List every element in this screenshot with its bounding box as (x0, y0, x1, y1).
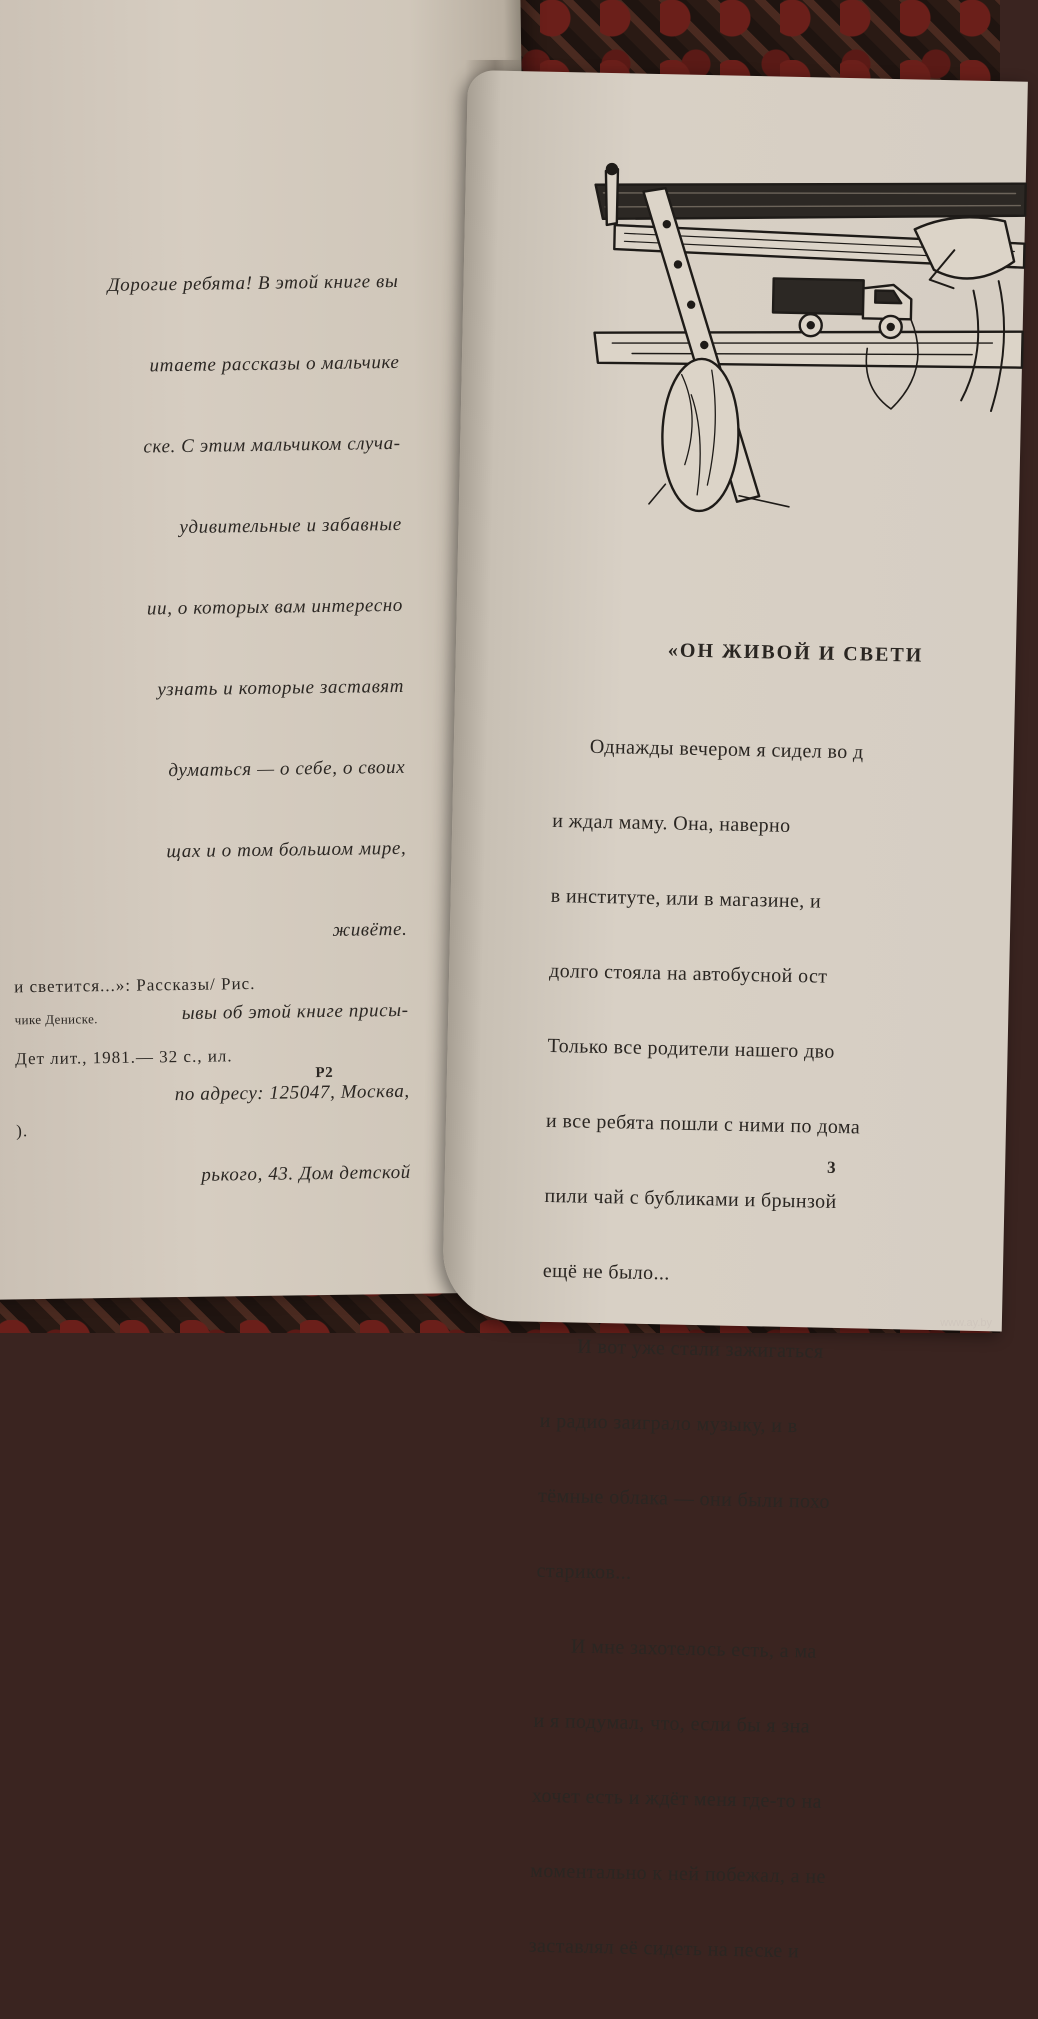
story-line: моментально к ней побежал, а не (530, 1859, 827, 1888)
page-number: 3 (826, 1157, 836, 1177)
story-line: стариков... (536, 1559, 632, 1584)
catalog-record (13, 924, 258, 1191)
intro-line: удивительные и забавные (179, 513, 402, 538)
intro-line: думаться — о себе, о своих (168, 756, 406, 782)
story-line: в институте, или в магазине, и (550, 884, 822, 913)
story-line: и я подумал, что, если бы я зна (533, 1709, 811, 1738)
intro-line: ске. С этим мальчиком случа- (143, 432, 401, 458)
story-line: и все ребята пошли с ними по дома (545, 1109, 861, 1139)
catalog-line: и светится...»: Рассказы/ Рис. (14, 973, 256, 997)
story-line: пили чай с бубликами и брынзой (544, 1184, 837, 1213)
intro-line: итаете рассказы о мальчике (149, 351, 400, 377)
story-text (527, 684, 1025, 2019)
classification-code: Р2 (315, 1064, 334, 1082)
story-line: и ждал маму. Она, наверно (552, 809, 791, 837)
story-line: И вот уже стали зажигаться (577, 1335, 824, 1363)
story-title: «ОН ЖИВОЙ И СВЕТИ (667, 639, 924, 667)
story-line: заставлял её сидеть на песке и (528, 1934, 800, 1963)
watermark-text: www.ay.by (940, 1317, 992, 1329)
intro-line: ывы об этой книге присы- (181, 999, 409, 1025)
story-line: долго стояла на автобусной ост (548, 959, 828, 988)
catalog-line: ). (16, 1121, 29, 1141)
intro-line: ии, о которых вам интересно (146, 594, 404, 620)
intro-line: по адресу: 125047, Москва, (174, 1080, 410, 1106)
intro-line: живёте. (332, 918, 408, 941)
story-line: хочет есть и ждёт меня где-то на (531, 1784, 823, 1813)
fence-illustration (589, 163, 1026, 532)
story-line: и радио заиграло музыку, и в (539, 1409, 798, 1438)
intro-line: Дорогие ребята! В этой книге вы (107, 270, 399, 296)
story-line: ещё не было... (542, 1259, 671, 1285)
story-line: И мне захотелось есть, а ма (570, 1635, 817, 1663)
intro-line: рького, 43. Дом детской (201, 1161, 411, 1186)
story-line: тёмные облака — они были похо (537, 1484, 831, 1513)
intro-line: щах и о том большом мире, (166, 837, 407, 863)
story-line: Однажды вечером я сидел во д (589, 735, 864, 764)
story-line: Только все родители нашего дво (547, 1034, 835, 1063)
catalog-line: Дет лит., 1981.— 32 с., ил. (15, 1046, 233, 1069)
intro-line: узнать и которые заставят (157, 675, 405, 701)
right-book-page (442, 70, 1028, 1963)
annotation-text: чике Дениске. (14, 1011, 98, 1028)
